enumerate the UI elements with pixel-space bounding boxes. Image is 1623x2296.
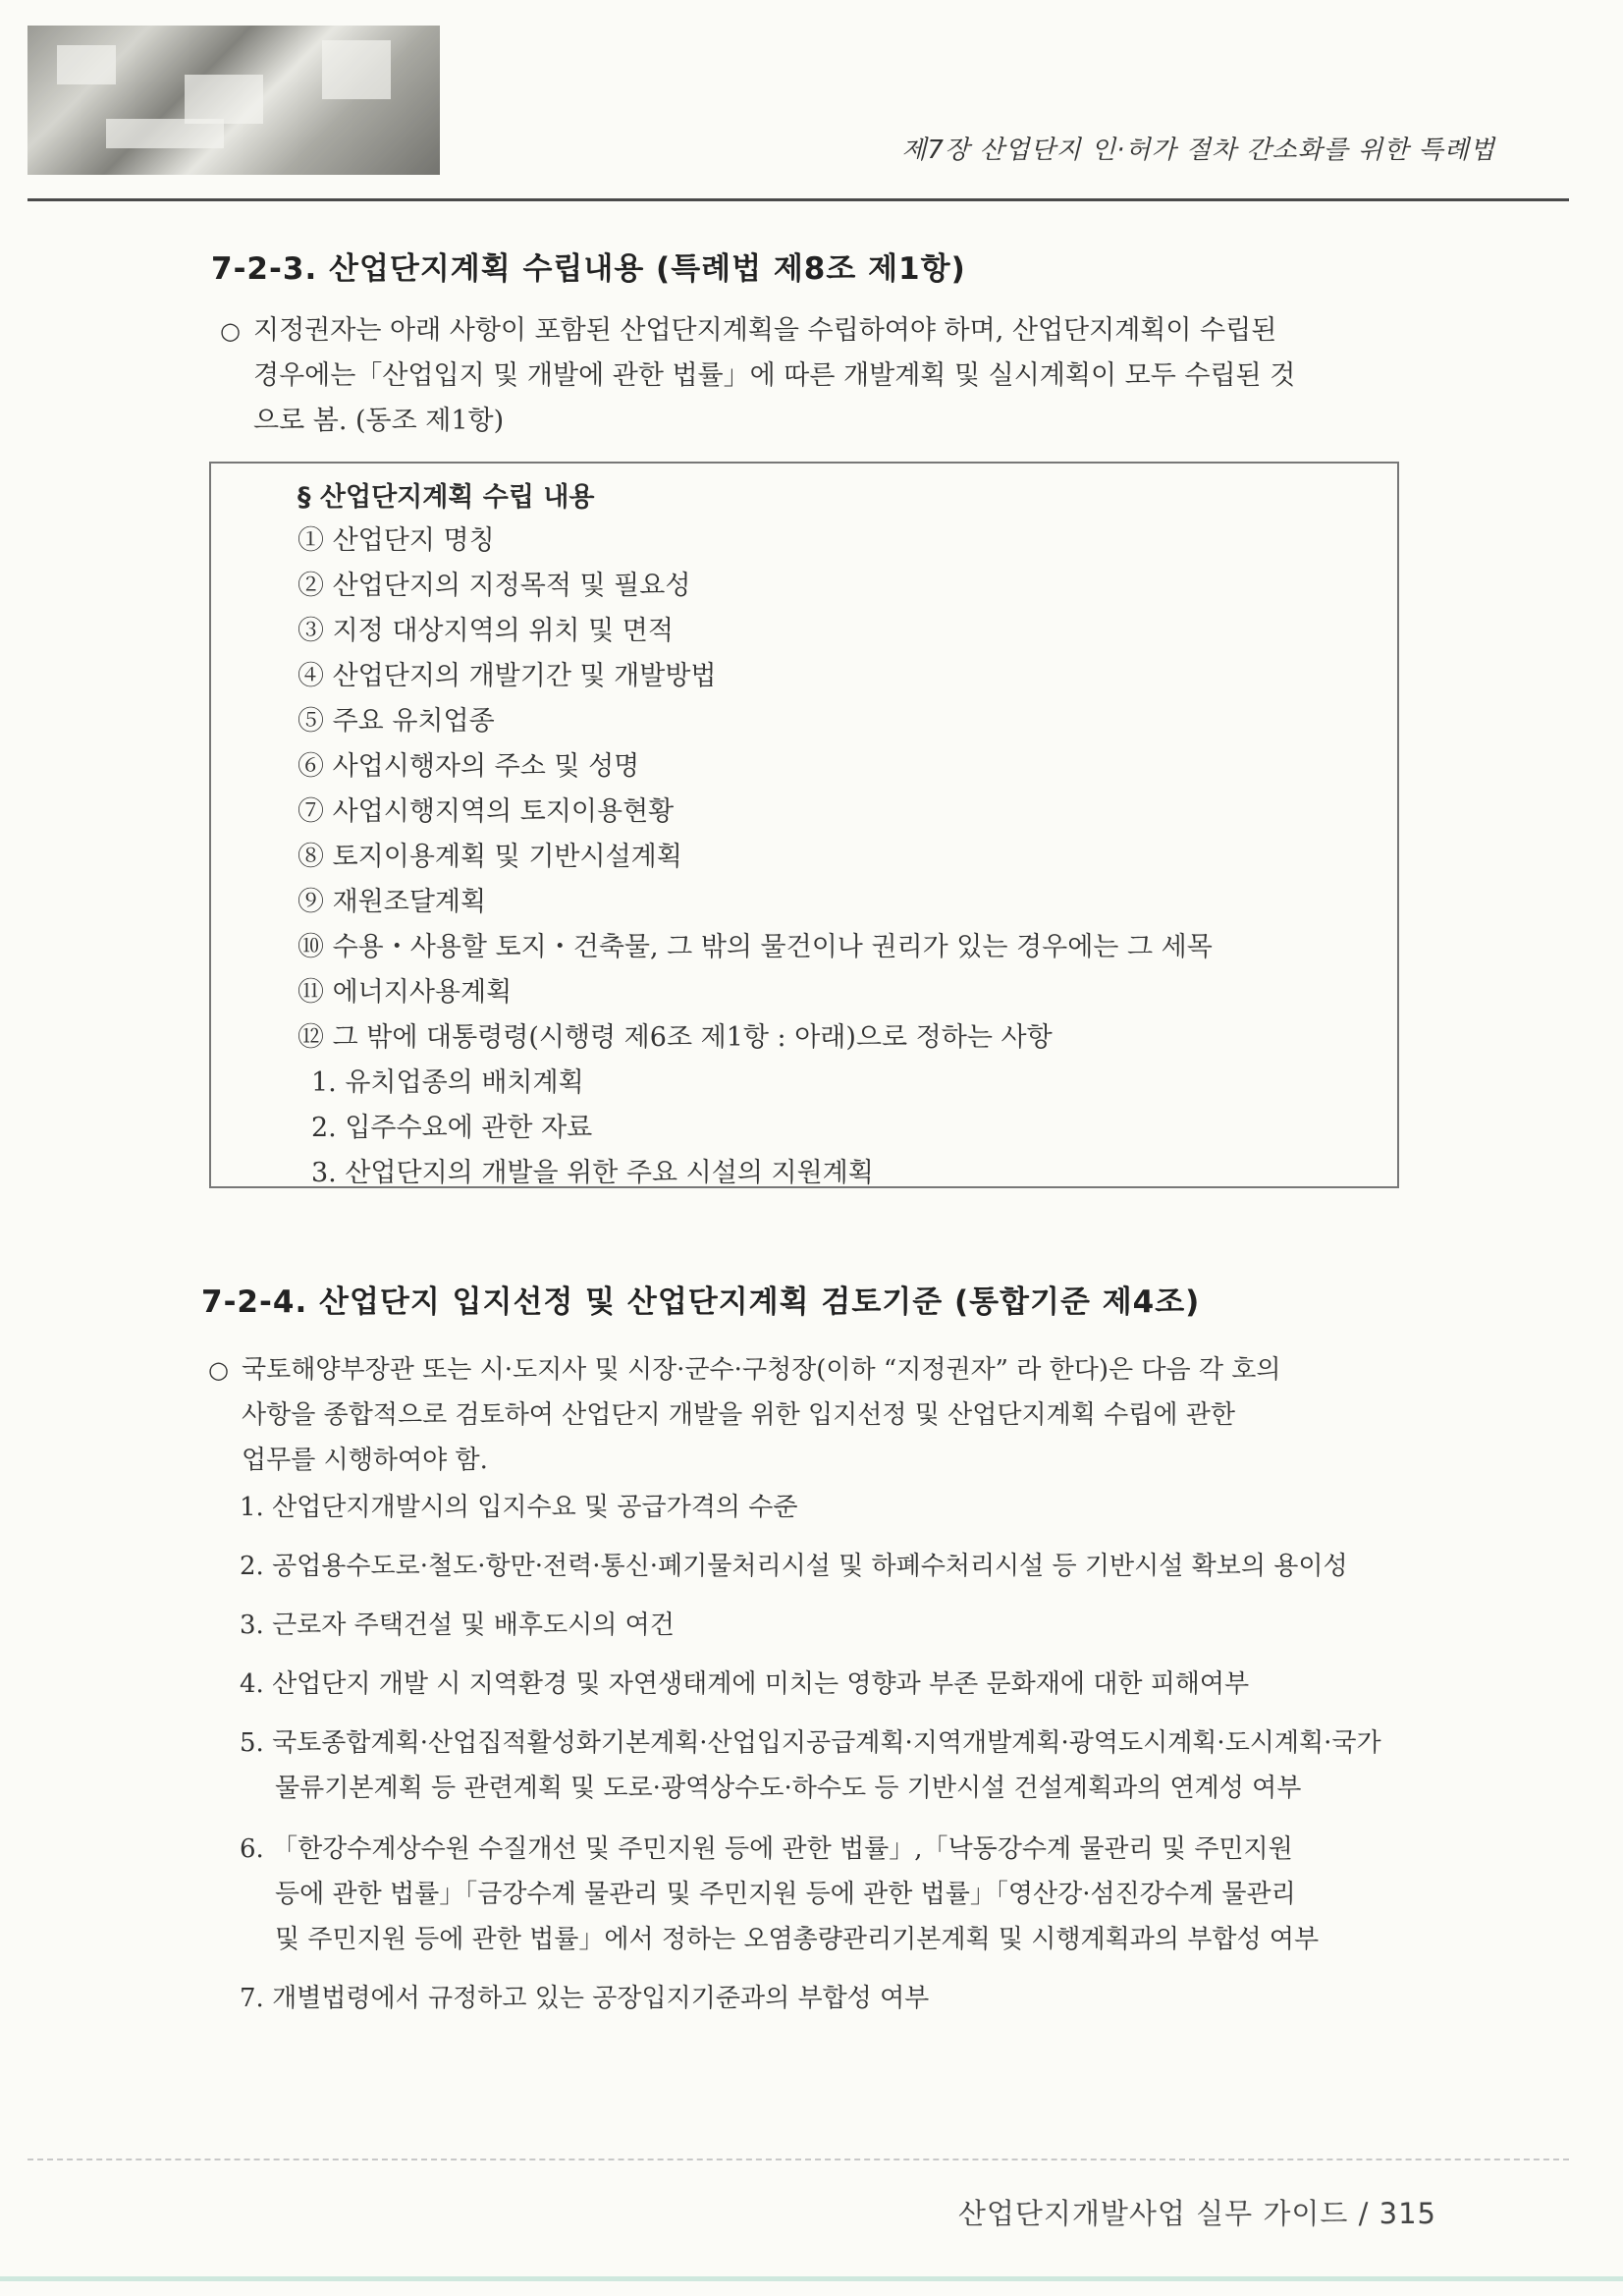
criterion-line: 4. 산업단지 개발 시 지역환경 및 자연생태계에 미치는 영향과 부존 문화재에 대한 피해여부 [240, 1669, 1250, 1699]
paragraph-line: 국토해양부장관 또는 시·도지사 및 시장·군수·구청장(이하 “지정권자” 라 한다)은 다음 각 호의 [242, 1355, 1281, 1385]
section-heading-7-2-4: 7-2-4. 산업단지 입지선정 및 산업단지계획 검토기준 (통합기준 제4조) [201, 1285, 1201, 1320]
box-item: ④ 산업단지의 개발기간 및 개발방법 [298, 661, 717, 691]
box-item: ③ 지정 대상지역의 위치 및 면적 [298, 616, 674, 646]
box-item: ⑩ 수용・사용할 토지・건축물, 그 밖의 물건이나 권리가 있는 경우에는 그 세목 [298, 932, 1213, 962]
paragraph-line: 경우에는「산업입지 및 개발에 관한 법률」에 따른 개발계획 및 실시계획이 모두 수립된 것 [253, 360, 1296, 391]
chapter-title: 제7장 산업단지 인·허가 절차 간소화를 위한 특례법 [901, 136, 1495, 165]
box-item: ⑫ 그 밖에 대통령령(시행령 제6조 제1항 : 아래)으로 정하는 사항 [298, 1022, 1053, 1053]
box-title: § 산업단지계획 수립 내용 [298, 482, 595, 513]
criterion-item [240, 1603, 675, 1648]
section-heading-7-2-3: 7-2-3. 산업단지계획 수립내용 (특례법 제8조 제1항) [211, 251, 966, 287]
box-item: ⑪ 에너지사용계획 [298, 977, 513, 1008]
criterion-line: 물류기본계획 등 관련계획 및 도로·광역상수도·하수도 등 기반시설 건설계획과의 연계성 여부 [275, 1774, 1302, 1803]
header-photo [27, 26, 440, 175]
paragraph-line: 사항을 종합적으로 검토하여 산업단지 개발을 위한 입지선정 및 산업단지계획 수립에 관한 [242, 1400, 1235, 1430]
footer-page-label: 산업단지개발사업 실무 가이드 / 315 [957, 2197, 1436, 2230]
criterion-line: 3. 근로자 주택건설 및 배후도시의 여건 [240, 1611, 675, 1640]
paragraph-line: 지정권자는 아래 사항이 포함된 산업단지계획을 수립하여야 하며, 산업단지계획이 수립된 [253, 315, 1277, 346]
box-item: ② 산업단지의 지정목적 및 필요성 [298, 571, 691, 601]
criterion-line: 등에 관한 법률」「금강수계 물관리 및 주민지원 등에 관한 법률」「영산강·섬진강수계 물관리 [275, 1880, 1296, 1909]
box-item: ⑥ 사업시행자의 주소 및 성명 [298, 751, 640, 782]
criterion-item [240, 1485, 797, 1530]
paragraph-line: 으로 봄. (동조 제1항) [253, 406, 505, 436]
criterion-item [240, 1544, 1348, 1589]
criterion-line: 6. 「한강수계상수원 수질개선 및 주민지원 등에 관한 법률」,「낙동강수계 물관리 및 주민지원 [240, 1834, 1293, 1864]
bullet-icon: ○ [208, 1356, 229, 1384]
header-divider [27, 198, 1569, 201]
footer-divider [27, 2159, 1569, 2160]
criterion-item [240, 1976, 929, 2021]
box-item: ⑤ 주요 유치업종 [298, 706, 495, 737]
plan-contents-box [209, 462, 1399, 1188]
criterion-line: 5. 국토종합계획·산업집적활성화기본계획·산업입지공급계획·지역개발계획·광역도시계획·도시계획·국가 [240, 1728, 1381, 1758]
box-subitem: 3. 산업단지의 개발을 위한 주요 시설의 지원계획 [311, 1158, 874, 1188]
section1-paragraph [220, 308, 1432, 444]
criterion-item [240, 1721, 1381, 1811]
criterion-line: 및 주민지원 등에 관한 법률」에서 정하는 오염총량관리기본계획 및 시행계획과의 부합성 여부 [275, 1925, 1320, 1954]
criterion-item [240, 1662, 1249, 1707]
box-subitem: 2. 입주수요에 관한 자료 [311, 1113, 593, 1143]
box-item: ⑧ 토지이용계획 및 기반시설계획 [298, 842, 682, 872]
criterion-line: 7. 개별법령에서 규정하고 있는 공장입지기준과의 부합성 여부 [240, 1984, 930, 2013]
paragraph-line: 업무를 시행하여야 함. [242, 1446, 488, 1475]
criterion-line: 1. 산업단지개발시의 입지수요 및 공급가격의 수준 [240, 1493, 798, 1522]
box-item: ⑨ 재원조달계획 [298, 887, 487, 917]
section2-paragraph [208, 1347, 1420, 1483]
footer-rule [0, 2276, 1623, 2281]
box-item: ① 산업단지 명칭 [298, 525, 495, 556]
box-subitem: 1. 유치업종의 배치계획 [311, 1067, 584, 1098]
criterion-item [240, 1827, 1319, 1962]
box-item: ⑦ 사업시행지역의 토지이용현황 [298, 796, 675, 827]
bullet-icon: ○ [220, 317, 241, 345]
criterion-line: 2. 공업용수도로·철도·항만·전력·통신·폐기물처리시설 및 하폐수처리시설 등 기반시설 확보의 용이성 [240, 1552, 1348, 1581]
